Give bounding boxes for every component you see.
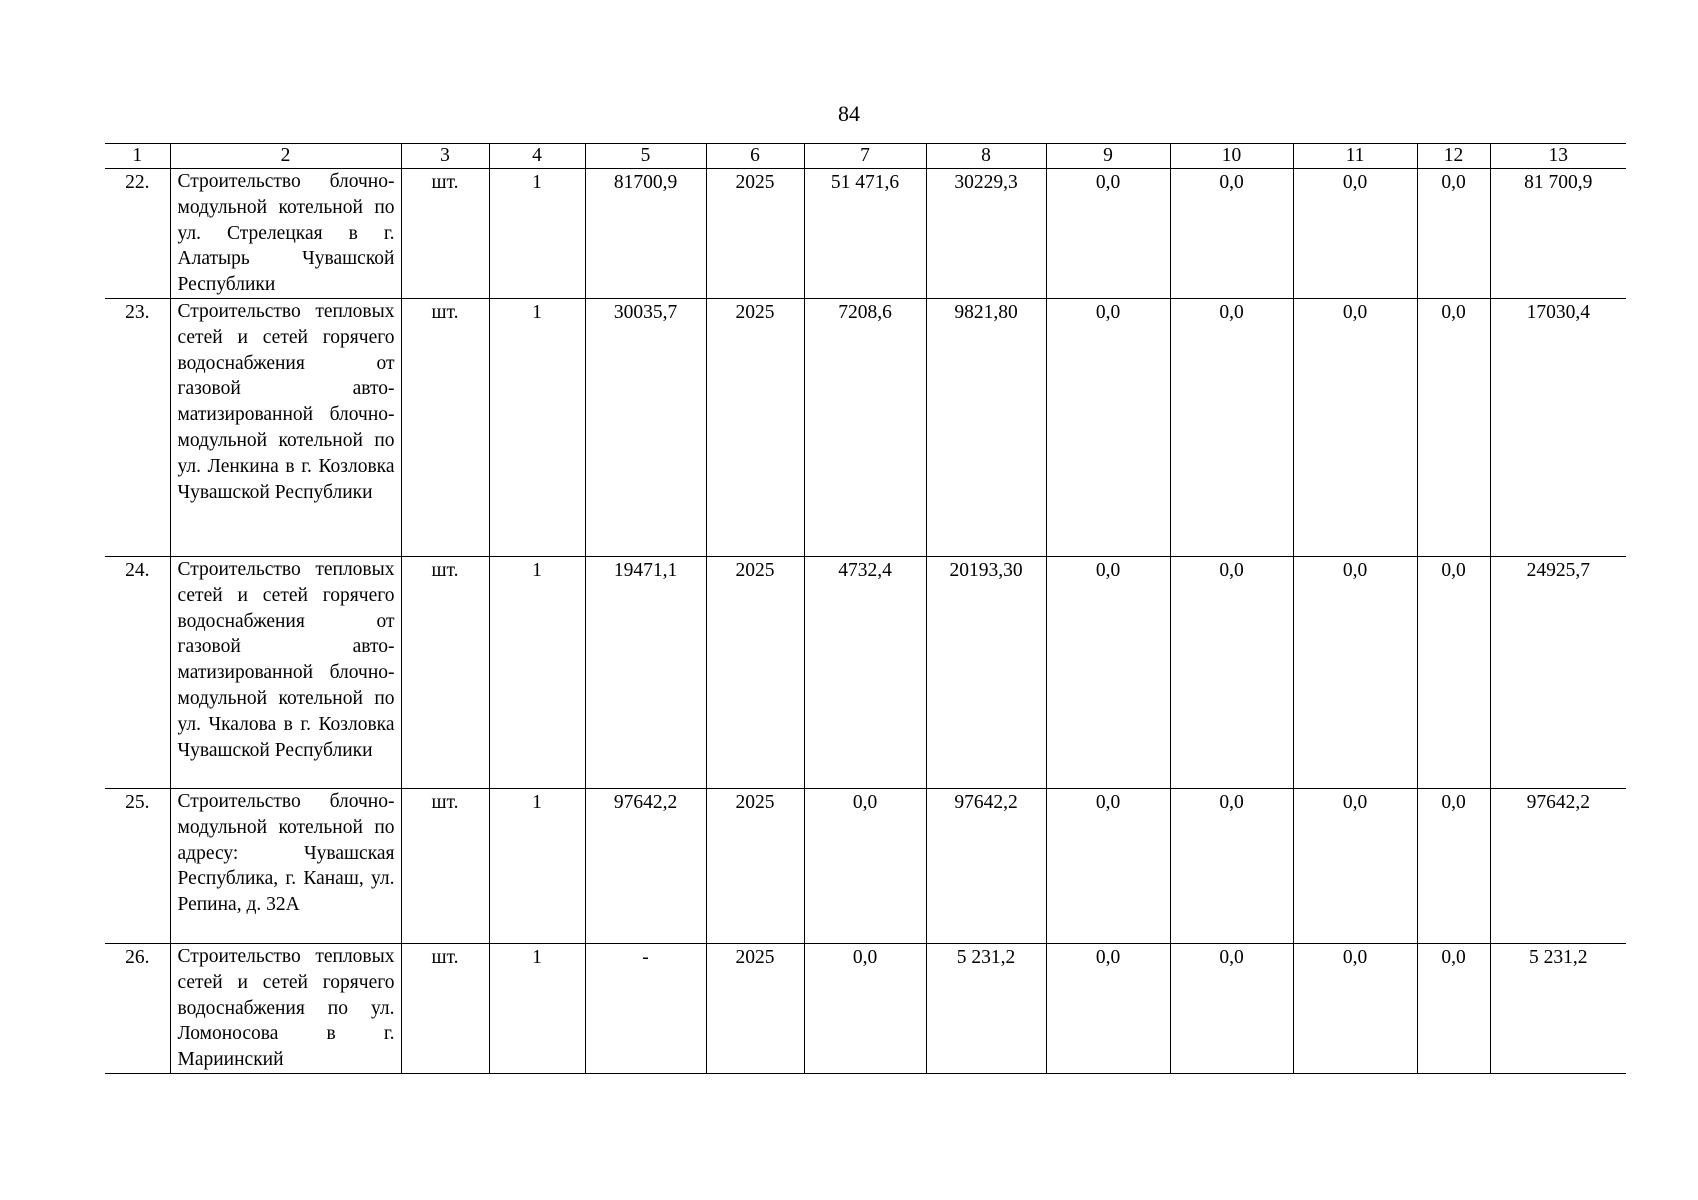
value-cell: 4732,4	[804, 557, 926, 789]
table-row	[105, 789, 1626, 944]
value-cell: 97642,2	[585, 789, 706, 944]
column-number-cell: 8	[926, 144, 1046, 169]
table-row	[105, 299, 1626, 557]
value-cell: 0,0	[1170, 944, 1293, 1074]
value-cell: 97642,2	[926, 789, 1046, 944]
value-cell: 81700,9	[585, 169, 706, 299]
total-cell: 5 231,2	[1490, 944, 1626, 1074]
column-number-cell: 3	[401, 144, 489, 169]
value-cell: -	[585, 944, 706, 1074]
year-cell: 2025	[706, 557, 804, 789]
year-cell: 2025	[706, 169, 804, 299]
value-cell: 30035,7	[585, 299, 706, 557]
unit-cell: шт.	[401, 557, 489, 789]
value-cell: 0,0	[1046, 169, 1170, 299]
row-index: 26.	[105, 944, 170, 1074]
unit-cell: шт.	[401, 169, 489, 299]
year-cell: 2025	[706, 789, 804, 944]
column-number-row	[105, 144, 1626, 169]
unit-cell: шт.	[401, 944, 489, 1074]
unit-cell: шт.	[401, 789, 489, 944]
value-cell: 0,0	[1046, 299, 1170, 557]
total-cell: 97642,2	[1490, 789, 1626, 944]
quantity-cell: 1	[489, 299, 585, 557]
table-row	[105, 169, 1626, 299]
object-name: Строительство блочно-модульной котельной по ул. Стрелецкая в г. Алатырь Чувашской Республики	[170, 169, 401, 299]
table-row	[105, 557, 1626, 789]
value-cell: 0,0	[1293, 944, 1417, 1074]
object-name: Строительство блочно-модульной котельной по адресу: Чувашская Республика, г. Канаш, ул. Репина, д. 32А	[170, 789, 401, 944]
total-cell: 24925,7	[1490, 557, 1626, 789]
value-cell: 0,0	[1293, 299, 1417, 557]
object-name: Строительство тепловых сетей и сетей горячего водоснабжения по ул. Ломоносова в г. Мариинский	[170, 944, 401, 1074]
value-cell: 0,0	[1046, 789, 1170, 944]
column-number-cell: 13	[1490, 144, 1626, 169]
value-cell: 20193,30	[926, 557, 1046, 789]
object-name: Строительство тепловых сетей и сетей горячего водоснабжения от газовой автоматизированной блочно-модульной котельной по ул. Ленкина в г. Козловка Чувашской Республики	[170, 299, 401, 557]
column-number-cell: 6	[706, 144, 804, 169]
quantity-cell: 1	[489, 944, 585, 1074]
year-cell: 2025	[706, 944, 804, 1074]
row-index: 22.	[105, 169, 170, 299]
value-cell: 0,0	[804, 944, 926, 1074]
value-cell: 0,0	[1293, 557, 1417, 789]
column-number-cell: 9	[1046, 144, 1170, 169]
value-cell: 0,0	[1170, 557, 1293, 789]
table-row	[105, 944, 1626, 1074]
value-cell: 7208,6	[804, 299, 926, 557]
year-cell: 2025	[706, 299, 804, 557]
column-number-cell: 7	[804, 144, 926, 169]
value-cell: 0,0	[1293, 169, 1417, 299]
quantity-cell: 1	[489, 557, 585, 789]
page-number: 84	[838, 101, 860, 126]
value-cell: 0,0	[1170, 169, 1293, 299]
column-number-cell: 12	[1417, 144, 1490, 169]
column-number-cell: 4	[489, 144, 585, 169]
investment-table	[105, 143, 1626, 1074]
quantity-cell: 1	[489, 789, 585, 944]
value-cell: 51 471,6	[804, 169, 926, 299]
column-number-cell: 11	[1293, 144, 1417, 169]
unit-cell: шт.	[401, 299, 489, 557]
row-index: 23.	[105, 299, 170, 557]
value-cell: 0,0	[1417, 789, 1490, 944]
value-cell: 0,0	[1417, 557, 1490, 789]
quantity-cell: 1	[489, 169, 585, 299]
object-name: Строительство тепловых сетей и сетей горячего водоснабжения от газовой автоматизированной блочно-модульной котельной по ул. Чкалова в г. Козловка Чувашской Республики	[170, 557, 401, 789]
value-cell: 0,0	[1417, 299, 1490, 557]
row-index: 24.	[105, 557, 170, 789]
value-cell: 0,0	[1170, 789, 1293, 944]
row-index: 25.	[105, 789, 170, 944]
column-number-cell: 1	[105, 144, 170, 169]
value-cell: 0,0	[1046, 944, 1170, 1074]
column-number-cell: 5	[585, 144, 706, 169]
value-cell: 30229,3	[926, 169, 1046, 299]
value-cell: 0,0	[1293, 789, 1417, 944]
value-cell: 0,0	[1417, 169, 1490, 299]
value-cell: 0,0	[1170, 299, 1293, 557]
column-number-cell: 10	[1170, 144, 1293, 169]
total-cell: 81 700,9	[1490, 169, 1626, 299]
total-cell: 17030,4	[1490, 299, 1626, 557]
value-cell: 0,0	[1417, 944, 1490, 1074]
value-cell: 9821,80	[926, 299, 1046, 557]
value-cell: 0,0	[1046, 557, 1170, 789]
value-cell: 19471,1	[585, 557, 706, 789]
column-number-cell: 2	[170, 144, 401, 169]
value-cell: 5 231,2	[926, 944, 1046, 1074]
value-cell: 0,0	[804, 789, 926, 944]
